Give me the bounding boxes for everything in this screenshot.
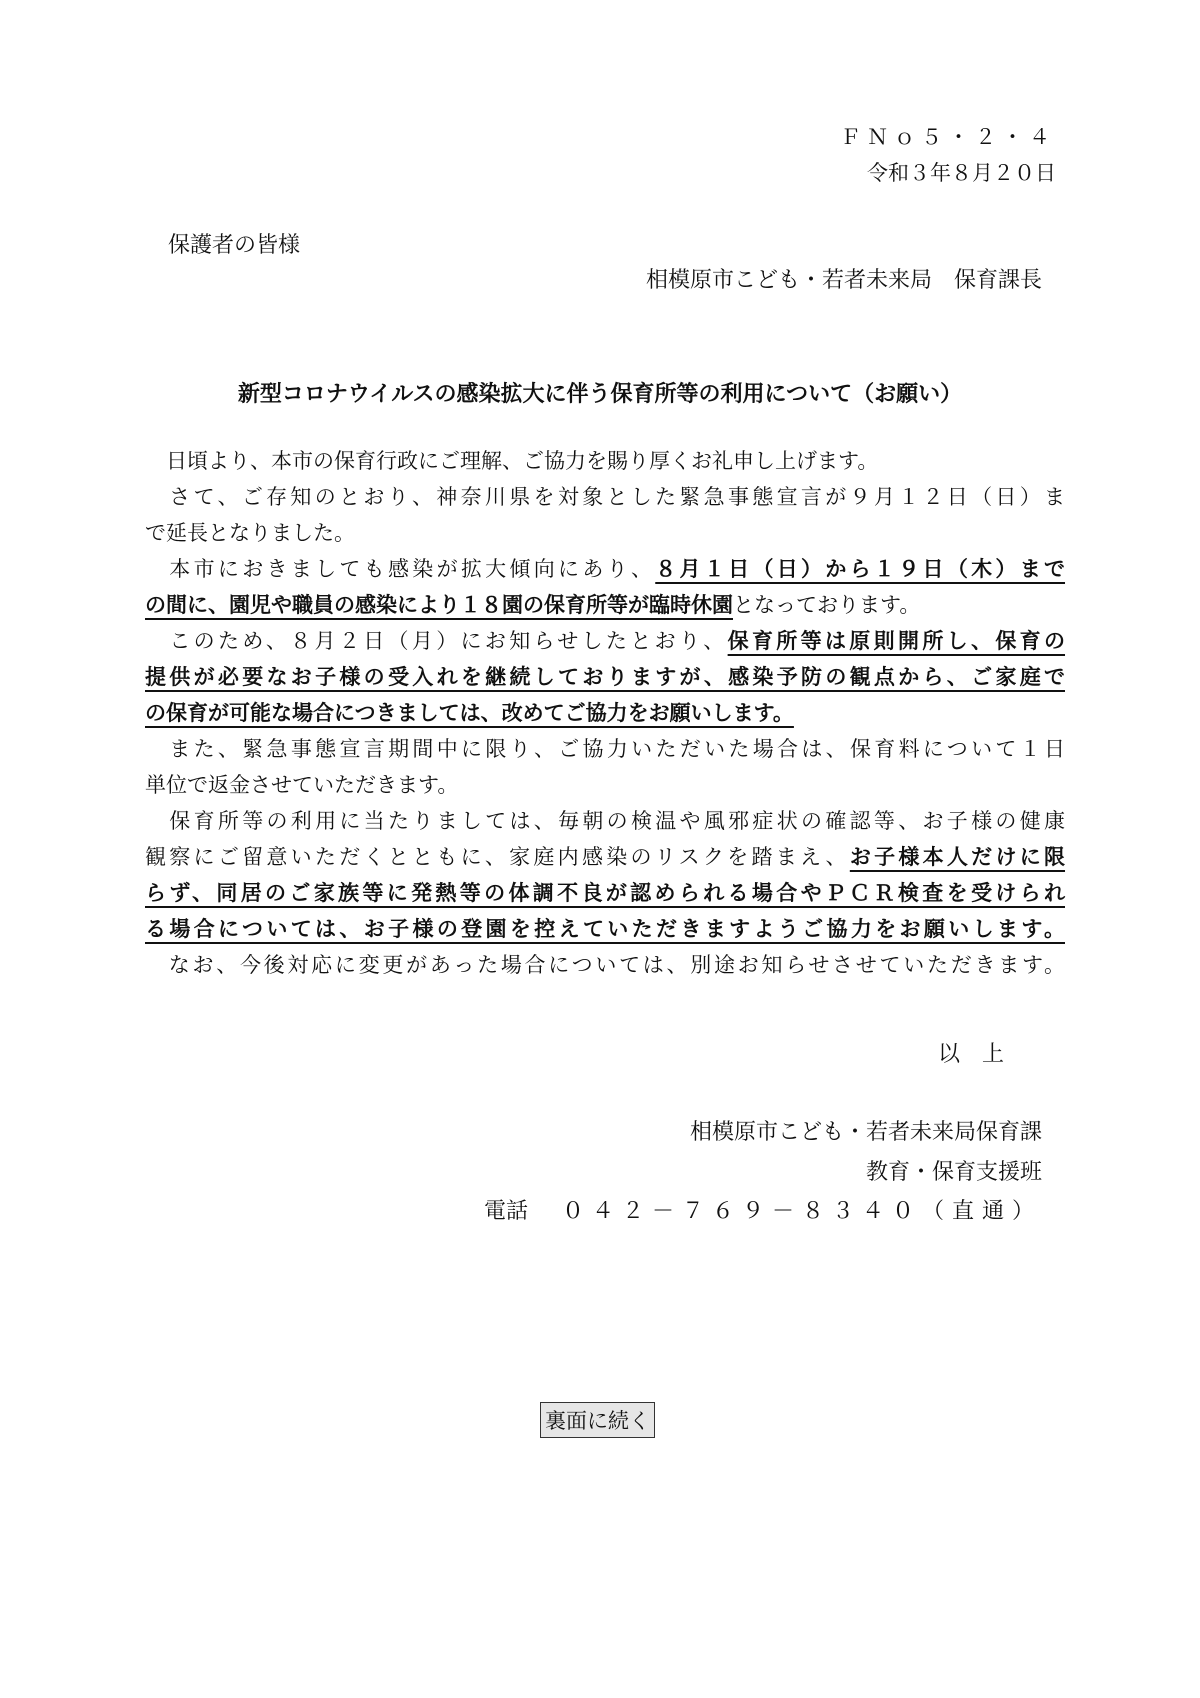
emphasis-text: ８月１日（日）から１９日（木）まで <box>655 557 1066 581</box>
body-line: 単位で返金させていただきます。 <box>145 773 459 797</box>
body-text-segment: となっております。 <box>733 593 921 617</box>
body-line: で延長となりました。 <box>145 521 355 545</box>
document-title: 新型コロナウイルスの感染拡大に伴う保育所等の利用について（お願い） <box>237 382 963 407</box>
body-line <box>145 659 1065 695</box>
sender: 相模原市こども・若者未来局 保育課長 <box>645 268 1042 293</box>
phone-number: ０４２－７６９－８３４０（直通） <box>561 1199 1042 1224</box>
body-text-segment: このため、８月２日（月）にお知らせしたとおり、 <box>145 629 728 653</box>
contact-department: 相模原市こども・若者未来局保育課 <box>689 1120 1042 1145</box>
body-line: なお、今後対応に変更があった場合については、別途お知らせさせていただきます。 <box>145 953 1065 977</box>
body-text-segment: 本市におきましても感染が拡大傾向にあり、 <box>145 557 656 581</box>
body-text <box>145 443 1065 983</box>
body-line: 日頃より、本市の保育行政にご理解、ご協力を賜り厚くお礼申し上げます。 <box>145 449 879 473</box>
addressee: 保護者の皆様 <box>168 233 301 258</box>
emphasis-text: お子様本人だけに限 <box>849 845 1066 869</box>
body-line <box>145 551 1065 587</box>
emphasis-text: る場合については、お子様の登園を控えていただきますようご協力をお願いします。 <box>145 917 1065 941</box>
document-date: 令和３年８月２０日 <box>867 161 1056 185</box>
body-line <box>145 695 1065 731</box>
emphasis-text: の保育が可能な場合につきましては、改めてご協力をお願いします。 <box>145 701 794 725</box>
document-number: ＦＮｏ５・２・４ <box>840 125 1056 149</box>
emphasis-text: 提供が必要なお子様の受入れを継続しておりますが、感染予防の観点から、ご家庭で <box>145 665 1065 689</box>
closing-mark: 以 上 <box>938 1042 1005 1067</box>
body-text-segment: 観察にご留意いただくとともに、家庭内感染のリスクを踏まえ、 <box>145 845 850 869</box>
phone-label: 電話 <box>483 1199 528 1224</box>
body-line <box>145 875 1065 911</box>
contact-phone <box>484 1194 1042 1225</box>
body-line <box>145 911 1065 947</box>
emphasis-text: 保育所等は原則開所し、保育の <box>727 629 1066 653</box>
body-line <box>145 839 1065 875</box>
body-line: また、緊急事態宣言期間中に限り、ご協力いただいた場合は、保育料について１日 <box>145 737 1065 761</box>
continued-overleaf-note: 裏面に続く <box>540 1402 655 1438</box>
contact-team: 教育・保育支援班 <box>865 1160 1042 1185</box>
body-line: 保育所等の利用に当たりましては、毎朝の検温や風邪症状の確認等、お子様の健康 <box>145 809 1065 833</box>
body-line <box>145 623 1065 659</box>
body-line <box>145 587 1065 623</box>
body-line: さて、ご存知のとおり、神奈川県を対象とした緊急事態宣言が９月１２日（日）ま <box>145 485 1065 509</box>
emphasis-text: の間に、園児や職員の感染により１８園の保育所等が臨時休園 <box>145 593 733 617</box>
emphasis-text: らず、同居のご家族等に発熱等の体調不良が認められる場合やＰＣＲ検査を受けられ <box>145 881 1065 905</box>
